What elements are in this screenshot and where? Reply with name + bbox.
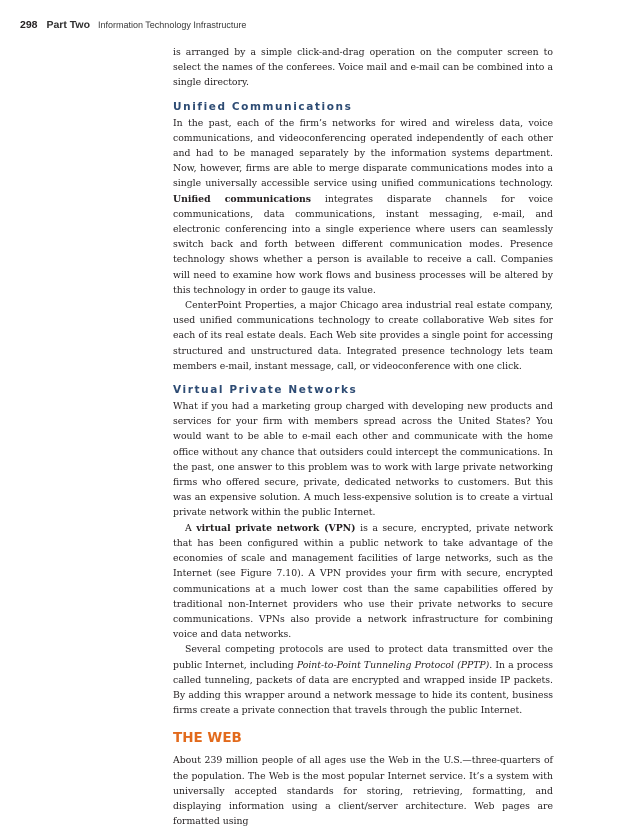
page-number: 298 (20, 19, 38, 31)
vpn-p2-text-a: A (185, 522, 197, 534)
part-label: Part Two (46, 19, 91, 31)
the-web-heading: THE WEB (173, 730, 242, 747)
running-title: Information Technology Infrastructure (97, 20, 247, 30)
vpn-paragraph-2 (173, 521, 553, 643)
vpn-heading: Virtual Private Networks (173, 384, 358, 397)
web-paragraph-1: About 239 million people of all ages use the Web in the U.S.—three-quarters of the population. The Web is the most popular Internet service. It’s a system with universally accepted standards for storing, retrieving, formatting, and displaying information using a client/server architecture. Web pages are formatted using (173, 755, 553, 828)
unified-p1-text-b: integrates disparate channels for voice communications, data communications, instant messaging, e-mail, and electronic conferencing into a single experience where users can seamlessly switch back and forth between different communication modes. Presence technology shows whether a person is available to receive a call. Companies will need to examine how work flows and business processes will be altered by this technology in order to gauge its value. (173, 193, 553, 296)
unified-p1-text-a: In the past, each of the firm’s networks for wired and wireless data, voice communications, and videoconferencing operated independently of each other and had to be managed separately by the information systems department. Now, however, firms are able to merge disparate communications modes into a single universally accessible service using unified communications technology. (173, 117, 553, 190)
vpn-p2-text-b: is a secure, encrypted, private network that has been configured within a public network to take advantage of the economies of scale and management facilities of large networks, such as the Internet (see Figure 7.10). A VPN provides your firm with secure, encrypted communications at a much lower cost than the same capabilities offered by traditional non-Internet providers who use their private networks to secure communications. VPNs also provide a network infrastructure for combining voice and data networks. (173, 522, 554, 641)
vpn-paragraph-1: What if you had a marketing group charged with developing new products and services for your firm with members spread across the United States? You would want to be able to e-mail each other and communicate with the home office without any chance that outsiders could intercept the communications. In the past, one answer to this problem was to work with large private networking firms who offered secure, private, dedicated networks to customers. But this was an expensive solution. A much less-expensive solution is to create a virtual private network within the public Internet. (173, 401, 553, 519)
unified-paragraph-1 (173, 116, 553, 298)
vpn-paragraph-3 (173, 642, 553, 718)
intro-paragraph: is arranged by a simple click-and-drag operation on the computer screen to select the names of the conferees. Voice mail and e-mail can be combined into a single directory. (173, 47, 553, 89)
vpn-p3-text-a: Several competing protocols are used to protect data transmitted over the public Internet, including (173, 644, 553, 671)
unified-paragraph-2: CenterPoint Properties, a major Chicago area industrial real estate company, used unified communications technology to create collaborative Web sites for each of its real estate deals. Each Web site provides a single point for accessing structured and unstructured data. Integrated presence technology lets team members e-mail, instant message, call, or videoconference with one click. (173, 300, 553, 372)
vpn-p3-text-b: . In a process called tunneling, packets of data are encrypted and wrapped inside IP packets. By adding this wrapper around a network message to hide its content, business firms create a private connection that travels through the public Internet. (173, 659, 553, 717)
vpn-term: virtual private network (VPN) (196, 522, 356, 534)
running-head (20, 19, 246, 31)
unified-communications-term: Unified communications (173, 193, 312, 205)
text-column (173, 45, 553, 829)
pptp-term: Point-to-Point Tunneling Protocol (PPTP) (296, 659, 490, 671)
unified-communications-heading: Unified Communications (173, 100, 353, 113)
